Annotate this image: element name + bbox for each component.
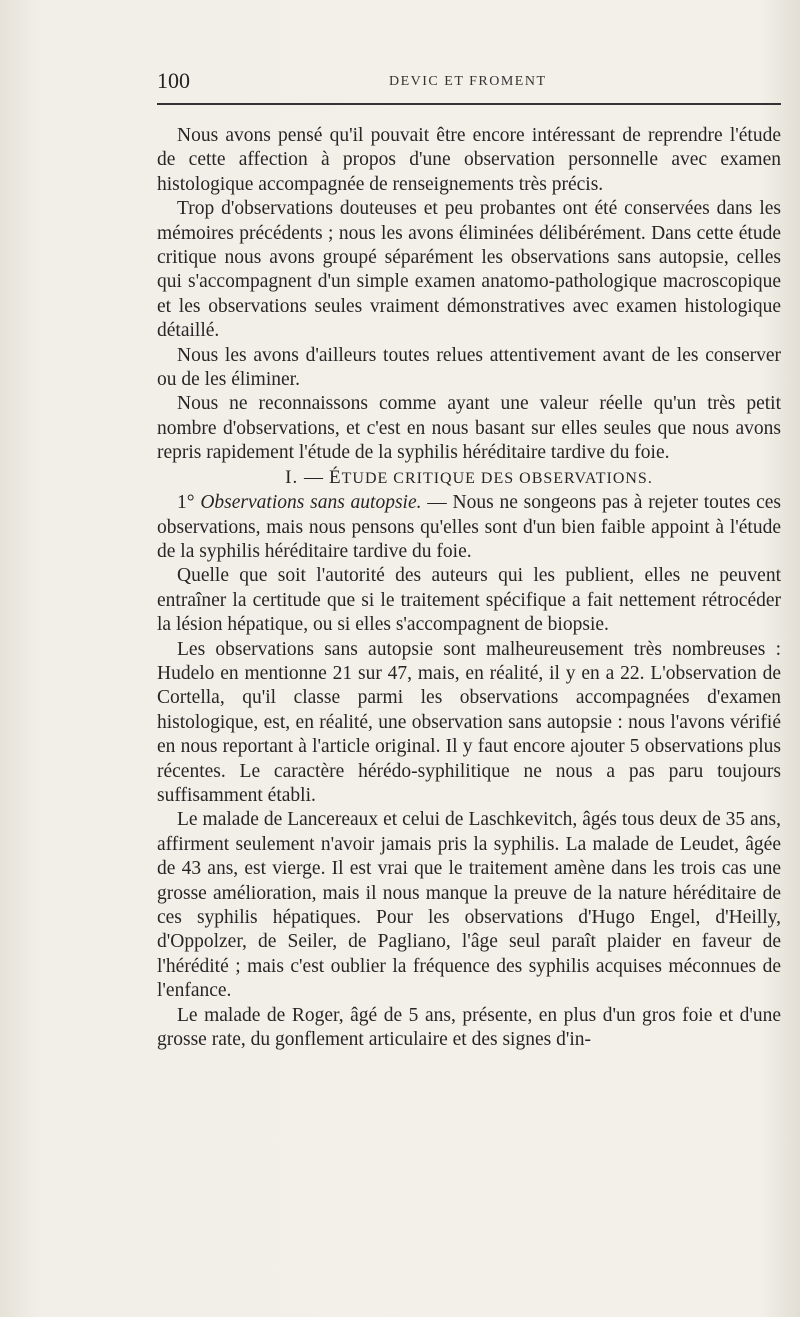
- running-head: DEVIC ET FROMENT: [389, 74, 547, 89]
- subsection-title: Observations sans autopsie.: [200, 492, 422, 514]
- section-title: TUDE CRITIQUE DES OBSERVATIONS.: [341, 469, 653, 487]
- paragraph-text: — Nous ne songeons pas à rejeter toutes ces observations, mais nous pensons qu'elles sont d'un bien faible appoint à l'étude de la syphilis héréditaire tardive du foie.: [157, 492, 782, 562]
- list-marker: 1°: [177, 492, 195, 514]
- paragraph: Quelle que soit l'autorité des auteurs qui les publient, elles ne peuvent entraîner la certitude que si le traitement spécifique a fait nettement rétrocéder la lésion hépatique, ou si elles s'accompagnent de biopsie.: [157, 565, 781, 636]
- paragraph: Nous ne reconnaissons comme ayant une valeur réelle qu'un très petit nombre d'observations, et c'est en nous basant sur elles seules que nous avons repris rapidement l'étude de la syphilis héréditaire tardive du foie.: [157, 393, 781, 464]
- paragraph: Trop d'observations douteuses et peu probantes ont été conservées dans les mémoires précédents ; nous les avons éliminées délibérément. Dans cette étude critique nous avons groupé séparément les observations sans autopsie, celles qui s'accompagnent d'un simple examen anatomo-pathologique macroscopique et les observations seules vraiment démonstratives avec examen histologique détaillé.: [157, 198, 781, 342]
- paragraph: Le malade de Roger, âgé de 5 ans, présente, en plus d'un gros foie et d'une grosse rate, du gonflement articulaire et des signes d'in-: [157, 1004, 781, 1051]
- paragraph: Le malade de Lancereaux et celui de Laschkevitch, âgés tous deux de 35 ans, affirment seulement n'avoir jamais pris la syphilis. La malade de Leudet, âgée de 43 ans, est vierge. Il est vrai que le traitement amène dans les trois cas une grosse amélioration, mais il nous manque la preuve de la nature héréditaire de ces syphilis hépatiques. Pour les observations d'Hugo Engel, d'Heilly, d'Oppolzer, de Seiler, de Pagliano, l'âge seul paraît plaider en faveur de l'hérédité ; mais c'est oublier la fréquence des syphilis acquises méconnues de l'enfance.: [157, 809, 781, 1002]
- page-number: 100: [157, 68, 190, 93]
- paragraph: Nous avons pensé qu'il pouvait être encore intéressant de reprendre l'étude de cette affection à propos d'une observation personnelle avec examen histologique accompagnée de renseignements très précis.: [157, 125, 781, 195]
- section-number: I. —: [285, 466, 324, 488]
- page-header: [157, 68, 781, 98]
- header-rule: [157, 103, 781, 105]
- paragraph: [157, 491, 781, 564]
- section-title-initial: É: [329, 466, 342, 488]
- paragraph: Nous les avons d'ailleurs toutes relues attentivement avant de les conserver ou de les éliminer.: [157, 344, 781, 391]
- paragraph: Les observations sans autopsie sont malheureusement très nombreuses : Hudelo en mentionne 21 sur 47, mais, en réalité, il y en a 22. L'observation de Cortella, qu'il classe parmi les observations accompagnées d'examen histologique, est, en réalité, une observation sans autopsie : nous l'avons vérifié en nous reportant à l'article original. Il y faut encore ajouter 5 observations plus récentes. Le caractère hérédo-syphilitique ne nous a pas paru toujours suffisamment établi.: [157, 638, 781, 806]
- section-heading: [157, 466, 781, 491]
- body-text: [157, 124, 781, 1052]
